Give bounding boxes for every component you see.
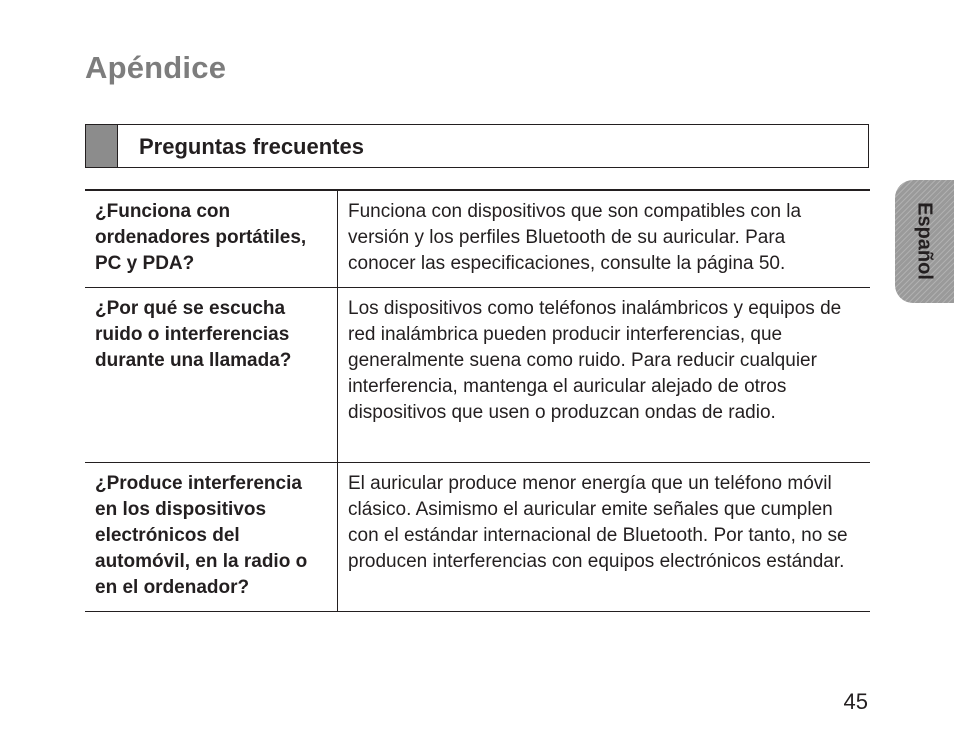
faq-question-text: ¿Por qué se escucha ruido o interferencias durante una llamada? [95,298,292,371]
faq-row [85,288,870,463]
faq-question [85,463,338,612]
faq-table [85,189,870,612]
faq-row [85,463,870,612]
page-title: Apéndice [85,50,227,85]
section-marker [86,125,118,167]
section-heading: Preguntas frecuentes [139,134,364,159]
language-tab [895,180,954,303]
faq-answer [338,190,871,288]
section-header [85,124,869,168]
faq-question-text: ¿Produce interferencia en los dispositivos electrónicos del automóvil, en la radio o en el ordenador? [95,473,308,598]
faq-answer-text: Los dispositivos como teléfonos inalámbricos y equipos de red inalámbrica pueden producir interferencias, que generalmente suena como ruido. Para reducir cualquier interferencia, mantenga el auricular alejado de otros dispositivos que usen o produzcan ondas de radio. [348,298,842,423]
faq-question [85,288,338,463]
faq-answer-text: Funciona con dispositivos que son compatibles con la versión y los perfiles Bluetooth de su auricular. Para conocer las especificaciones, consulte la página 50. [348,201,802,274]
faq-answer [338,288,871,463]
faq-question-text: ¿Funciona con ordenadores portátiles, PC y PDA? [95,201,307,274]
language-tab-label: Español [913,202,936,280]
faq-answer-text: El auricular produce menor energía que un teléfono móvil clásico. Asimismo el auricular emite señales que cumplen con el estándar internacional de Bluetooth. Por tanto, no se producen interferencias con equipos electrónicos estándar. [348,473,848,572]
faq-question [85,190,338,288]
faq-row [85,190,870,288]
page-number: 45 [843,689,868,714]
faq-answer [338,463,871,612]
